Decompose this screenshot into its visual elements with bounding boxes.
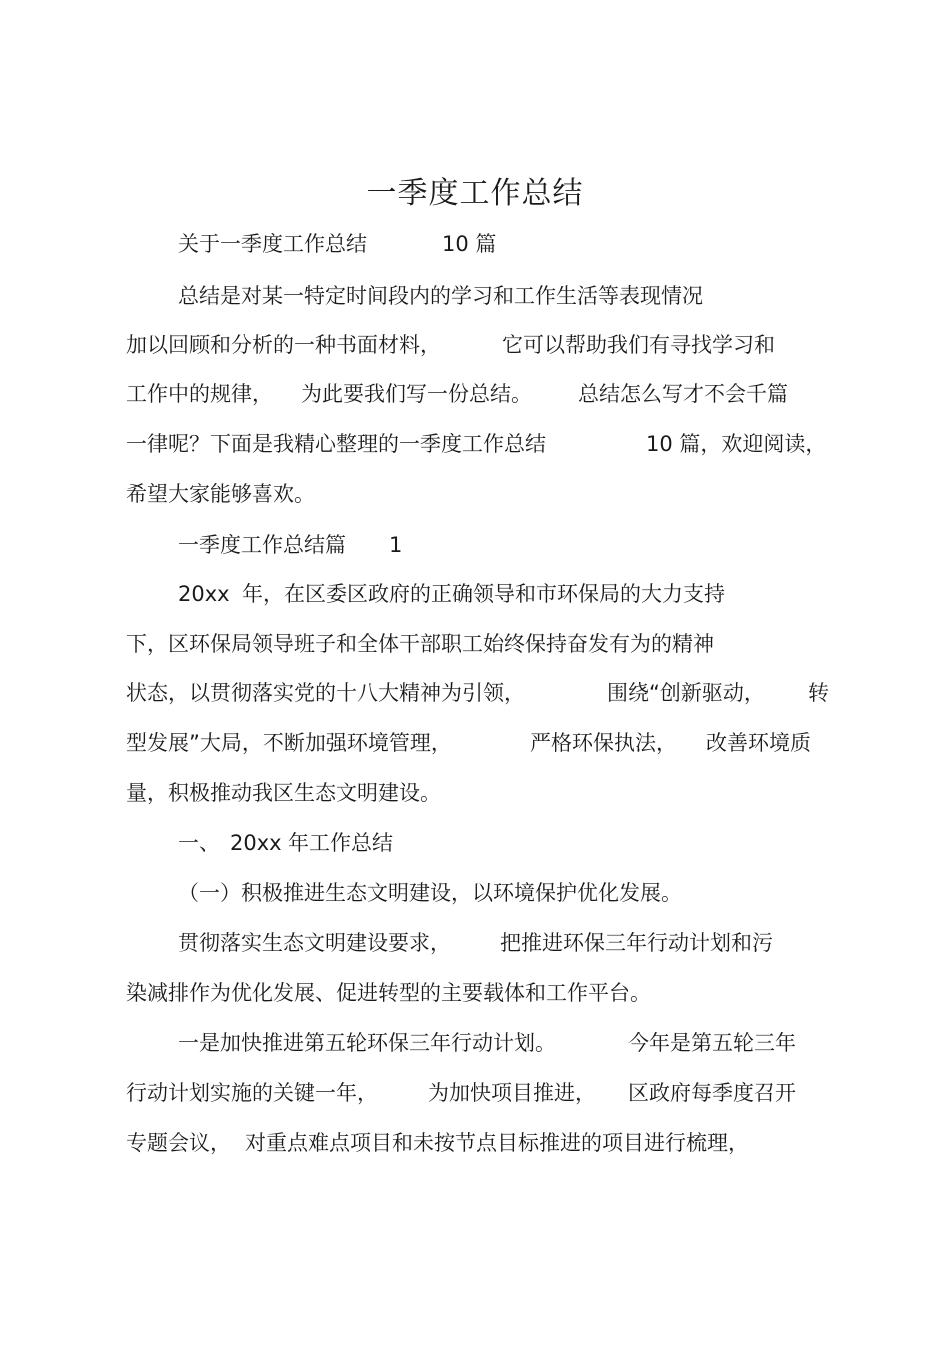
text-segment: 转 bbox=[808, 681, 829, 705]
text-segment: 总结是对某一特定时间段内的学习和工作生活等表现情况 bbox=[178, 284, 703, 308]
paragraph-line bbox=[0, 927, 773, 959]
text-segment: （一）积极推进生态文明建设，以环境保护优化发展。 bbox=[178, 881, 682, 905]
text-segment: 严格环保执法， bbox=[530, 731, 677, 755]
text-segment: 20xx bbox=[178, 582, 230, 606]
text-segment: 对重点难点项目和未按节点目标推进的项目进行梳理， bbox=[245, 1131, 749, 1155]
text-segment: 区政府每季度召开 bbox=[628, 1081, 796, 1105]
text-segment: 行动计划实施的关键一年， bbox=[126, 1081, 378, 1105]
text-segment: 1 bbox=[389, 533, 403, 557]
paragraph-line bbox=[0, 1127, 749, 1159]
text-segment: 改善环境质 bbox=[706, 731, 811, 755]
paragraph-line bbox=[0, 777, 441, 809]
text-segment: 状态，以贯彻落实党的十八大精神为引领， bbox=[126, 681, 525, 705]
text-segment: 关于一季度工作总结 bbox=[178, 232, 367, 256]
text-segment: 它可以帮助我们有寻找学习和 bbox=[502, 333, 775, 357]
document-title: 一季度工作总结 bbox=[366, 176, 584, 211]
text-segment: 年，在区委区政府的正确领导和市环保局的大力支持 bbox=[242, 582, 725, 606]
text-segment: 一、 bbox=[178, 831, 220, 855]
paragraph-line bbox=[0, 378, 788, 410]
paragraph-line bbox=[0, 280, 703, 312]
text-segment: 一律呢？下面是我精心整理的一季度工作总结 bbox=[126, 432, 546, 456]
text-segment: 为此要我们写一份总结。 bbox=[301, 382, 532, 406]
text-segment: 专题会议， bbox=[126, 1131, 231, 1155]
text-segment: 希望大家能够喜欢。 bbox=[126, 482, 315, 506]
subsection-heading bbox=[0, 877, 682, 909]
paragraph-line bbox=[0, 329, 775, 361]
text-segment: 下，区环保局领导班子和全体干部职工始终保持奋发有为的精神 bbox=[126, 632, 714, 656]
text-segment: 总结怎么写才不会千篇 bbox=[578, 382, 788, 406]
text-segment: 围绕“创新驱动， bbox=[607, 681, 765, 705]
text-segment: 10 篇，欢迎阅读， bbox=[646, 432, 827, 456]
text-segment: 染减排作为优化发展、促进转型的主要载体和工作平台。 bbox=[126, 981, 651, 1005]
text-segment: 年工作总结 bbox=[288, 831, 393, 855]
text-segment: 型发展”大局，不断加强环境管理， bbox=[126, 731, 452, 755]
text-segment: 今年是第五轮三年 bbox=[628, 1031, 796, 1055]
section-heading bbox=[0, 827, 393, 859]
paragraph-line bbox=[0, 628, 714, 660]
text-segment: 加以回顾和分析的一种书面材料， bbox=[126, 333, 441, 357]
text-segment: 量，积极推动我区生态文明建设。 bbox=[126, 781, 441, 805]
text-segment: 20xx bbox=[230, 831, 282, 855]
paragraph-line bbox=[0, 478, 315, 510]
paragraph-line bbox=[0, 428, 827, 460]
subtitle-line bbox=[0, 228, 497, 260]
paragraph-line bbox=[0, 1027, 796, 1059]
text-segment: 贯彻落实生态文明建设要求， bbox=[178, 931, 451, 955]
text-segment: 一是加快推进第五轮环保三年行动计划。 bbox=[178, 1031, 556, 1055]
paragraph-line bbox=[0, 1077, 796, 1109]
text-segment: 10 篇 bbox=[442, 232, 497, 256]
text-segment: 为加快项目推进， bbox=[428, 1081, 596, 1105]
section-heading bbox=[0, 529, 403, 561]
paragraph-line bbox=[0, 677, 829, 709]
text-segment: 一季度工作总结篇 bbox=[178, 533, 346, 557]
paragraph-line bbox=[0, 977, 651, 1009]
paragraph-line bbox=[0, 578, 725, 610]
text-segment: 工作中的规律， bbox=[126, 382, 273, 406]
text-segment: 把推进环保三年行动计划和污 bbox=[500, 931, 773, 955]
paragraph-line bbox=[0, 727, 811, 759]
